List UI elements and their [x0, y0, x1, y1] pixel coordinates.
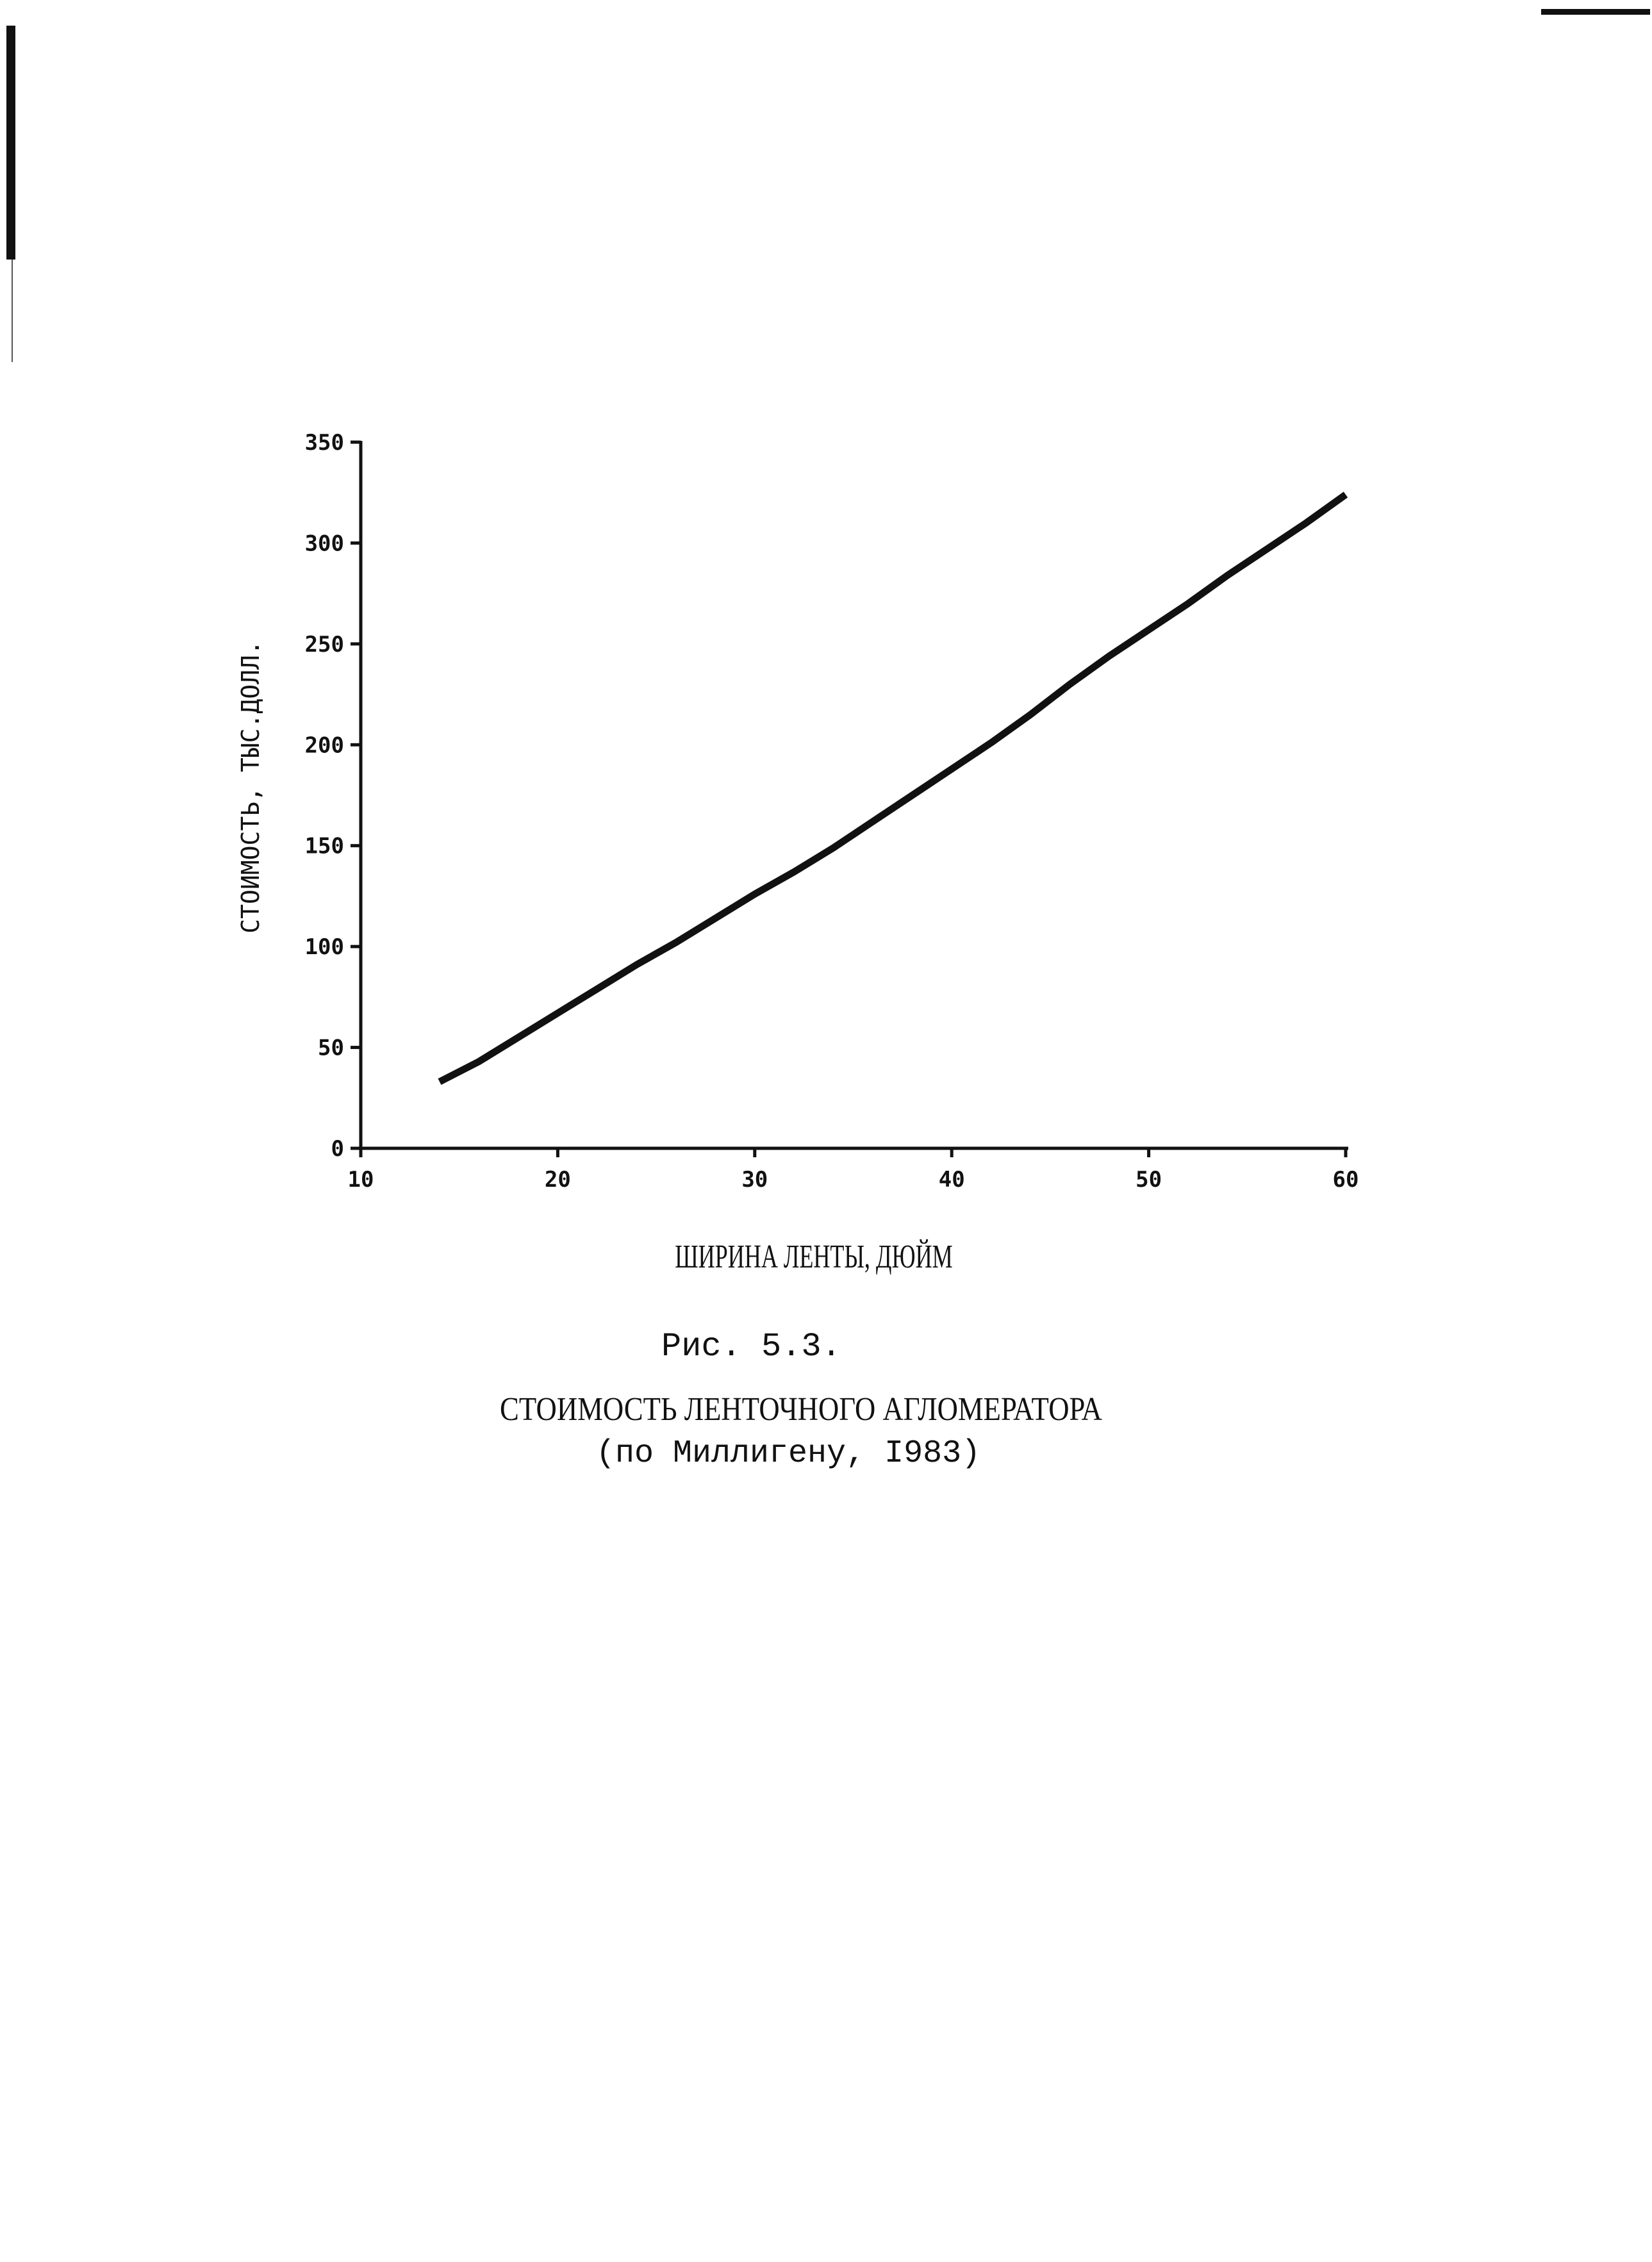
- x-tick-label: 30: [741, 1167, 768, 1193]
- x-tick-label: 60: [1332, 1167, 1359, 1193]
- x-tick-label: 50: [1136, 1167, 1162, 1193]
- figure-caption-title: СТОИМОСТЬ ЛЕНТОЧНОГО АГЛОМЕРАТОРА: [500, 1391, 1102, 1428]
- series-line: [440, 495, 1346, 1082]
- chart-series: [440, 495, 1346, 1082]
- y-tick-label: 100: [304, 934, 344, 961]
- y-tick-label: 150: [304, 833, 344, 859]
- y-tick-label: 300: [304, 531, 344, 557]
- y-tick-label: 0: [331, 1136, 344, 1162]
- y-tick-label: 200: [304, 732, 344, 759]
- y-tick-label: 250: [304, 631, 344, 657]
- y-axis-title: СТОИМОСТЬ, ТЫС.ДОЛЛ.: [236, 640, 265, 934]
- x-tick-label: 40: [938, 1167, 965, 1193]
- figure-caption-source: (по Миллигену, I983): [596, 1435, 981, 1472]
- figure-label: Рис. 5.3.: [661, 1328, 841, 1366]
- x-tick-label: 20: [544, 1167, 571, 1193]
- x-tick-label: 10: [347, 1167, 374, 1193]
- y-tick-label: 50: [318, 1035, 344, 1061]
- y-tick-label: 350: [304, 430, 344, 456]
- x-axis-title: ШИРИНА ЛЕНТЫ, ДЮЙМ: [675, 1237, 953, 1275]
- chart-ticks: [305, 430, 1359, 1193]
